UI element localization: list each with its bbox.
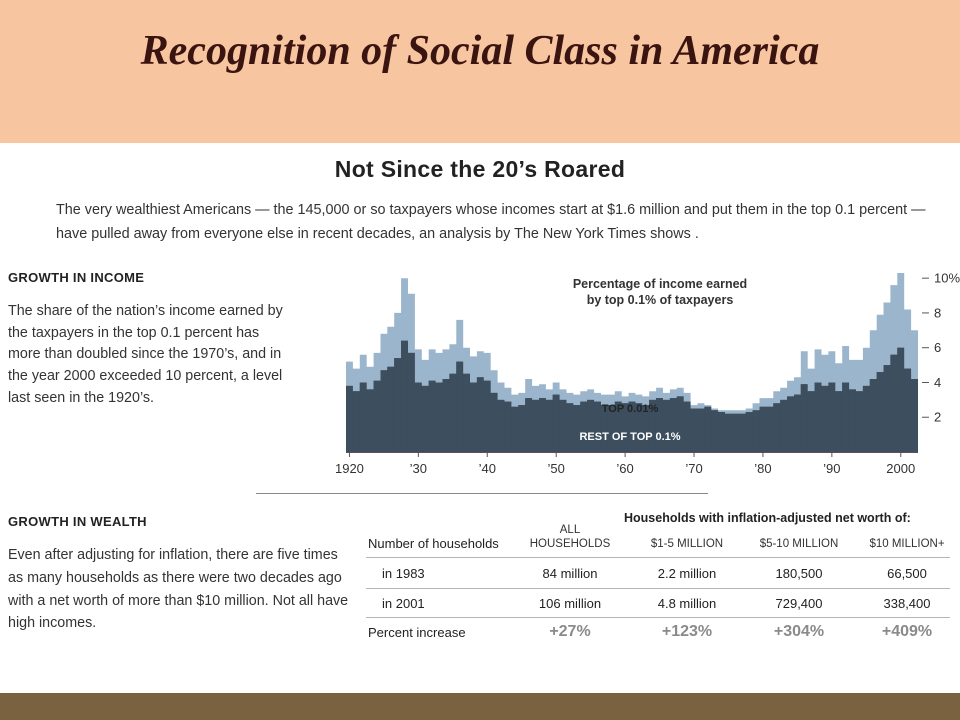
x-tick-label-1970: ’70 <box>685 461 703 476</box>
rest-bar-1945 <box>518 405 525 452</box>
rest-bar-1926 <box>387 367 394 452</box>
increase-value: +409% <box>881 623 933 640</box>
y-axis-ticks <box>922 271 960 425</box>
rest-bar-1954 <box>580 402 587 452</box>
table-cell: 338,400 <box>883 596 931 611</box>
rest-bar-1923 <box>367 389 374 452</box>
table-cell: 180,500 <box>775 566 823 581</box>
table-rule <box>366 588 950 589</box>
footer-bar <box>0 693 960 720</box>
chart-title-line-1: Percentage of income earned <box>572 277 748 291</box>
rest-bar-1998 <box>884 365 891 452</box>
rest-bar-1921 <box>353 391 360 452</box>
rest-bar-1990 <box>828 383 835 453</box>
rest-bar-1991 <box>835 391 842 452</box>
rest-bar-1967 <box>670 398 677 452</box>
rest-bar-2000 <box>897 348 904 452</box>
rest-bar-1968 <box>677 396 684 452</box>
graphic-title: Not Since the 20’s Roared <box>334 156 626 182</box>
wealth-heading: GROWTH IN WEALTH <box>8 514 147 529</box>
rest-bar-1947 <box>532 400 539 452</box>
x-axis-ticks <box>335 452 918 476</box>
rest-bar-1999 <box>890 355 897 452</box>
rest-bar-1925 <box>381 370 388 452</box>
top-001-label: TOP 0.01% <box>601 403 659 415</box>
rest-bar-1927 <box>394 358 401 452</box>
rest-bar-1995 <box>863 386 870 452</box>
rest-bar-1920 <box>346 386 353 452</box>
increase-label: Percent increase <box>368 625 466 640</box>
rest-bar-1989 <box>822 386 829 452</box>
rest-bar-1929 <box>408 353 415 452</box>
rest-bar-1952 <box>567 403 574 452</box>
table-cell: 2.2 million <box>657 566 717 581</box>
x-tick-label-2000: 2000 <box>886 461 916 476</box>
y-tick-label-4: 4 <box>934 374 942 390</box>
y-tick-label-10: 10% <box>934 270 960 286</box>
col-5-10-million: $5-10 MILLION <box>759 538 839 550</box>
rest-bar-1943 <box>505 402 512 452</box>
rest-bar-1986 <box>801 384 808 452</box>
rest-bar-1972 <box>704 407 711 452</box>
col-1-5-million: $1-5 MILLION <box>650 538 724 550</box>
rest-bar-2001 <box>904 369 911 452</box>
income-heading: GROWTH IN INCOME <box>8 270 145 285</box>
rest-bar-1978 <box>746 412 753 452</box>
rest-bar-1971 <box>698 409 705 453</box>
rest-bar-1944 <box>511 407 518 452</box>
rest-bar-1935 <box>449 374 456 452</box>
rest-bar-1942 <box>498 400 505 452</box>
y-tick-label-6: 6 <box>934 340 942 356</box>
increase-value: +123% <box>661 623 713 640</box>
rest-bar-1992 <box>842 383 849 453</box>
rest-bar-1928 <box>401 341 408 452</box>
intro-paragraph: The very wealthiest Americans — the 145,000 or so taxpayers whose incomes start at $1.6 million and put them in the top 0.1 percent — have pulled away from everyone else in recent decades, an analysis by The New York Times shows . <box>56 202 926 242</box>
rest-bar-1966 <box>663 400 670 452</box>
rest-bar-1938 <box>470 383 477 453</box>
table-rule <box>366 617 950 618</box>
col-10-million-plus: $10 MILLION+ <box>869 538 945 550</box>
rest-bar-1974 <box>718 412 725 452</box>
rest-bar-1976 <box>732 414 739 452</box>
rest-bar-2002 <box>911 379 918 452</box>
table-rule <box>366 557 950 558</box>
x-tick-label-1980: ’80 <box>754 461 772 476</box>
rest-bar-1993 <box>849 389 856 452</box>
rest-bar-1985 <box>794 395 801 452</box>
rest-bar-1975 <box>725 414 732 452</box>
x-tick-label-1990: ’90 <box>823 461 841 476</box>
rest-bar-1981 <box>766 407 773 452</box>
rest-bar-1980 <box>760 407 767 452</box>
wealth-paragraph: Even after adjusting for inflation, there are five times as many households as there were two decades ago with a net worth of more than $10 million. Not all have high incomes. <box>8 547 349 632</box>
rest-bar-1933 <box>436 383 443 453</box>
rest-bar-1924 <box>374 381 381 452</box>
table-cell: 84 million <box>542 566 598 581</box>
increase-value: +304% <box>773 623 825 640</box>
row-label: in 1983 <box>382 566 425 581</box>
y-tick-label-2: 2 <box>934 409 942 425</box>
table-cell: 66,500 <box>887 566 927 581</box>
rest-top-01-label: REST OF TOP 0.1% <box>579 431 681 443</box>
rest-bar-1930 <box>415 383 422 453</box>
rest-bar-1940 <box>484 381 491 452</box>
rest-bar-1950 <box>553 395 560 452</box>
rest-bar-1939 <box>477 377 484 452</box>
rest-bar-1994 <box>856 391 863 452</box>
rest-bar-1969 <box>684 402 691 452</box>
rest-bar-1970 <box>691 409 698 453</box>
rest-bar-1984 <box>787 396 794 452</box>
y-tick-label-8: 8 <box>934 305 942 321</box>
col-all-households: ALL HOUSEHOLDS <box>529 524 611 550</box>
rest-bar-1987 <box>808 391 815 452</box>
rest-bar-1946 <box>525 398 532 452</box>
table-cell: 4.8 million <box>657 596 717 611</box>
chart-title-line-2: by top 0.1% of taxpayers <box>586 293 734 307</box>
rest-bar-1973 <box>711 410 718 452</box>
row-label: in 2001 <box>382 596 425 611</box>
rest-bar-1948 <box>539 398 546 452</box>
slide-title: Recognition of Social Class in America <box>140 28 820 74</box>
rest-bar-1941 <box>491 393 498 452</box>
section-divider <box>256 493 708 494</box>
table-cell: 729,400 <box>775 596 823 611</box>
wealth-table-title: Households with inflation-adjusted net worth of: <box>624 511 911 525</box>
table-cell: 106 million <box>538 596 602 611</box>
rest-bar-1936 <box>456 362 463 452</box>
rest-bar-1951 <box>560 400 567 452</box>
rest-bar-1982 <box>773 403 780 452</box>
rest-bar-1932 <box>429 381 436 452</box>
rest-bar-1996 <box>870 379 877 452</box>
rest-bar-1988 <box>815 383 822 453</box>
rest-bar-1931 <box>422 386 429 452</box>
rest-bar-1997 <box>877 372 884 452</box>
rest-bar-1956 <box>594 402 601 452</box>
row-header-label: Number of households <box>368 536 499 551</box>
x-tick-label-1940: ’40 <box>478 461 496 476</box>
rest-bar-1983 <box>780 400 787 452</box>
x-tick-label-1920: 1920 <box>334 461 364 476</box>
income-paragraph: The share of the nation’s income earned by the taxpayers in the top 0.1 percent has more than doubled since the 1970’s, and in the year 2000 exceeded 10 percent, a level last seen in the 1920’s. <box>8 303 283 406</box>
x-tick-label-1930: ’30 <box>409 461 428 476</box>
x-tick-label-1960: ’60 <box>616 461 634 476</box>
rest-bar-1977 <box>739 414 746 452</box>
rest-bar-1953 <box>573 405 580 452</box>
rest-bar-1949 <box>546 400 553 452</box>
rest-bar-1979 <box>753 410 760 452</box>
rest-bar-1934 <box>443 379 450 452</box>
income-share-chart <box>330 255 960 487</box>
rest-bar-1922 <box>360 383 367 453</box>
rest-bar-1937 <box>463 374 470 452</box>
increase-value: +27% <box>549 623 591 640</box>
rest-bar-1955 <box>587 400 594 452</box>
x-tick-label-1950: ’50 <box>547 461 565 476</box>
